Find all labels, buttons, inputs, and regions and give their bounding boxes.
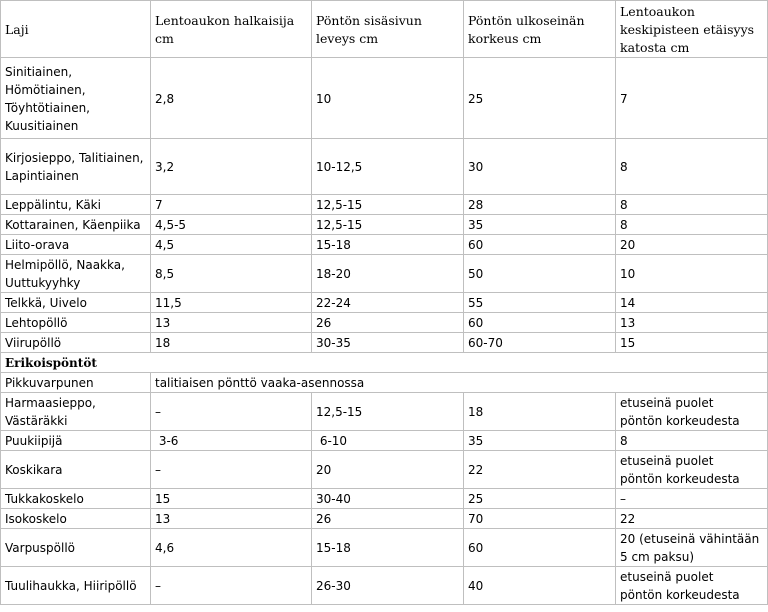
cell-line: 18	[468, 405, 484, 419]
cell-line: 8	[620, 198, 628, 212]
cell-line: 35	[468, 218, 484, 232]
cell-line: 11,5	[155, 296, 182, 310]
cell-etaisyys-katosta	[616, 489, 768, 509]
table-row	[1, 451, 768, 489]
cell-line: 55	[468, 296, 484, 310]
cell-line: Kuusitiainen	[5, 118, 79, 133]
cell-line: etuseinä puolet	[620, 570, 714, 584]
cell-line: 60	[468, 541, 484, 555]
cell-sisasivun-leveys	[312, 489, 464, 509]
cell-line: 25	[468, 91, 484, 106]
cell-etaisyys-katosta	[616, 451, 768, 489]
cell-line: 15-18	[316, 238, 351, 252]
table-row	[1, 235, 768, 255]
cell-line: –	[620, 492, 626, 506]
cell-line: 60	[468, 316, 484, 330]
cell-etaisyys-katosta	[616, 139, 768, 195]
cell-etaisyys-katosta	[616, 509, 768, 529]
cell-line: 8	[620, 218, 628, 232]
cell-aukon-halkaisija	[151, 235, 312, 255]
cell-sisasivun-leveys	[312, 509, 464, 529]
cell-line: 12,5-15	[316, 218, 363, 232]
cell-line: 25	[468, 492, 484, 506]
cell-aukon-halkaisija	[151, 509, 312, 529]
cell-etaisyys-katosta	[616, 393, 768, 431]
cell-laji	[1, 393, 151, 431]
cell-line: 13	[155, 512, 171, 526]
cell-aukon-halkaisija	[151, 489, 312, 509]
cell-line: Liito-orava	[5, 238, 70, 252]
cell-laji	[1, 195, 151, 215]
cell-sisasivun-leveys	[312, 215, 464, 235]
cell-line: 13	[620, 316, 636, 330]
cell-line: pöntön korkeudesta	[620, 588, 740, 602]
cell-etaisyys-katosta	[616, 58, 768, 139]
cell-sisasivun-leveys	[312, 431, 464, 451]
section-title: Erikoispöntöt	[1, 353, 768, 373]
cell-line: 20	[620, 238, 636, 252]
cell-line: 10	[316, 91, 332, 106]
cell-line: etuseinä puolet	[620, 454, 714, 468]
cell-line: 35	[468, 434, 484, 448]
cell-line: 26	[316, 512, 332, 526]
cell-etaisyys-katosta	[616, 567, 768, 605]
cell-line: 28	[468, 198, 484, 212]
table-row	[1, 489, 768, 509]
cell-sisasivun-leveys	[312, 393, 464, 431]
cell-line: 22-24	[316, 296, 351, 310]
table-row	[1, 567, 768, 605]
cell-line: Puukiipijä	[5, 434, 63, 448]
cell-aukon-halkaisija	[151, 255, 312, 293]
section-row	[1, 353, 768, 373]
cell-aukon-halkaisija	[151, 529, 312, 567]
cell-line: etuseinä puolet	[620, 396, 714, 410]
cell-line: Telkkä, Uivelo	[5, 296, 87, 310]
cell-line: 4,5-5	[155, 218, 187, 232]
cell-line: 20	[316, 463, 332, 477]
cell-line: 18-20	[316, 267, 351, 281]
table-row	[1, 393, 768, 431]
cell-line: 22	[468, 463, 484, 477]
cell-ulkoseinan-korkeus	[464, 529, 616, 567]
cell-sisasivun-leveys	[312, 235, 464, 255]
cell-line: 70	[468, 512, 484, 526]
cell-etaisyys-katosta	[616, 333, 768, 353]
cell-line: pöntön korkeudesta	[620, 472, 740, 486]
cell-laji	[1, 313, 151, 333]
table-row	[1, 215, 768, 235]
header-line: katosta cm	[620, 39, 690, 55]
cell-line: Tukkakoskelo	[5, 492, 84, 506]
cell-aukon-halkaisija	[151, 215, 312, 235]
table-row	[1, 139, 768, 195]
cell-line: Uuttukyyhky	[5, 276, 81, 290]
cell-line: 50	[468, 267, 484, 281]
cell-line: 13	[155, 316, 171, 330]
cell-laji	[1, 509, 151, 529]
cell-line: –	[155, 405, 161, 419]
cell-sisasivun-leveys	[312, 313, 464, 333]
header-line: keskipisteen etäisyys	[620, 21, 755, 37]
cell-etaisyys-katosta	[616, 293, 768, 313]
cell-laji	[1, 489, 151, 509]
cell-note: talitiaisen pönttö vaaka-asennossa	[151, 373, 768, 393]
cell-line: 26-30	[316, 579, 351, 593]
cell-etaisyys-katosta	[616, 235, 768, 255]
table-row	[1, 333, 768, 353]
cell-line: Isokoskelo	[5, 512, 67, 526]
header-line: Laji	[5, 21, 29, 37]
header-ulkoseinan-korkeus	[464, 1, 616, 58]
cell-aukon-halkaisija	[151, 431, 312, 451]
cell-sisasivun-leveys	[312, 195, 464, 215]
cell-line: 20 (etuseinä vähintään	[620, 532, 760, 546]
cell-ulkoseinan-korkeus	[464, 139, 616, 195]
cell-line: Koskikara	[5, 463, 63, 477]
cell-line: 40	[468, 579, 484, 593]
cell-laji	[1, 215, 151, 235]
header-line: Pöntön sisäsivun	[316, 12, 422, 28]
header-line: cm	[155, 30, 174, 46]
table-row	[1, 529, 768, 567]
cell-sisasivun-leveys	[312, 58, 464, 139]
cell-aukon-halkaisija	[151, 393, 312, 431]
cell-aukon-halkaisija	[151, 293, 312, 313]
cell-laji	[1, 58, 151, 139]
cell-ulkoseinan-korkeus	[464, 393, 616, 431]
cell-line: 15	[620, 336, 636, 350]
cell-line: 3,2	[155, 160, 175, 174]
cell-line: Kirjosieppo, Talitiainen,	[5, 151, 144, 165]
table-row	[1, 195, 768, 215]
header-line: Lentoaukon halkaisija	[155, 12, 295, 28]
cell-ulkoseinan-korkeus	[464, 195, 616, 215]
cell-line: 15	[155, 492, 171, 506]
cell-line: 14	[620, 296, 636, 310]
cell-etaisyys-katosta	[616, 215, 768, 235]
header-etaisyys-katosta	[616, 1, 768, 58]
cell-line: 7	[620, 91, 628, 106]
table-row	[1, 431, 768, 451]
cell-laji	[1, 451, 151, 489]
cell-line: Leppälintu, Käki	[5, 198, 101, 212]
cell-ulkoseinan-korkeus	[464, 235, 616, 255]
cell-ulkoseinan-korkeus	[464, 489, 616, 509]
cell-line: Västäräkki	[5, 414, 68, 428]
table-row	[1, 313, 768, 333]
cell-aukon-halkaisija	[151, 451, 312, 489]
cell-etaisyys-katosta	[616, 255, 768, 293]
header-line: leveys cm	[316, 30, 379, 46]
cell-line: 4,5	[155, 238, 175, 252]
cell-line: 8,5	[155, 267, 175, 281]
cell-line: 60-70	[468, 336, 503, 350]
cell-line: Töyhtötiainen,	[5, 100, 90, 115]
cell-aukon-halkaisija	[151, 58, 312, 139]
header-row	[1, 1, 768, 58]
cell-laji	[1, 333, 151, 353]
cell-aukon-halkaisija	[151, 567, 312, 605]
cell-ulkoseinan-korkeus	[464, 333, 616, 353]
header-line: korkeus cm	[468, 30, 542, 46]
cell-etaisyys-katosta	[616, 313, 768, 333]
cell-line: Sinitiainen,	[5, 64, 73, 79]
cell-line: –	[155, 579, 161, 593]
cell-ulkoseinan-korkeus	[464, 215, 616, 235]
cell-sisasivun-leveys	[312, 333, 464, 353]
cell-line: 3-6	[155, 434, 179, 448]
cell-sisasivun-leveys	[312, 139, 464, 195]
cell-line: 12,5-15	[316, 198, 363, 212]
cell-line: –	[155, 463, 161, 477]
cell-sisasivun-leveys	[312, 293, 464, 313]
cell-ulkoseinan-korkeus	[464, 509, 616, 529]
cell-line: Hömötiainen,	[5, 82, 86, 97]
cell-line: 4,6	[155, 541, 175, 555]
cell-line: Helmipöllö, Naakka,	[5, 258, 125, 272]
cell-line: 2,8	[155, 91, 175, 106]
cell-line: 8	[620, 160, 628, 174]
header-sisasivun-leveys	[312, 1, 464, 58]
cell-line: 26	[316, 316, 332, 330]
cell-line: 10-12,5	[316, 160, 363, 174]
header-laji	[1, 1, 151, 58]
cell-line: 30-35	[316, 336, 351, 350]
header-line: Pöntön ulkoseinän	[468, 12, 585, 28]
cell-line: 30	[468, 160, 484, 174]
cell-sisasivun-leveys	[312, 255, 464, 293]
cell-line: Harmaasieppo,	[5, 396, 96, 410]
cell-line: pöntön korkeudesta	[620, 414, 740, 428]
cell-aukon-halkaisija	[151, 139, 312, 195]
cell-line: 60	[468, 238, 484, 252]
cell-laji	[1, 529, 151, 567]
cell-laji	[1, 139, 151, 195]
cell-line: Tuulihaukka, Hiiripöllö	[5, 579, 137, 593]
table-row	[1, 58, 768, 139]
cell-laji	[1, 235, 151, 255]
cell-etaisyys-katosta	[616, 529, 768, 567]
cell-line: 18	[155, 336, 171, 350]
cell-ulkoseinan-korkeus	[464, 58, 616, 139]
header-line: Lentoaukon	[620, 3, 695, 19]
table-row	[1, 293, 768, 313]
cell-line: Kottarainen, Käenpiika	[5, 218, 141, 232]
cell-line: 22	[620, 512, 636, 526]
cell-line: 10	[620, 267, 636, 281]
cell-sisasivun-leveys	[312, 567, 464, 605]
cell-line: 6-10	[316, 434, 348, 448]
cell-ulkoseinan-korkeus	[464, 567, 616, 605]
header-aukon-halkaisija	[151, 1, 312, 58]
cell-aukon-halkaisija	[151, 313, 312, 333]
cell-aukon-halkaisija	[151, 195, 312, 215]
cell-line: 8	[620, 434, 628, 448]
cell-ulkoseinan-korkeus	[464, 255, 616, 293]
cell-line: 30-40	[316, 492, 351, 506]
cell-line: Lapintiainen	[5, 169, 79, 183]
cell-ulkoseinan-korkeus	[464, 293, 616, 313]
cell-laji	[1, 567, 151, 605]
cell-laji	[1, 293, 151, 313]
cell-etaisyys-katosta	[616, 195, 768, 215]
cell-laji	[1, 255, 151, 293]
cell-sisasivun-leveys	[312, 451, 464, 489]
cell-aukon-halkaisija	[151, 333, 312, 353]
cell-line: 5 cm paksu)	[620, 550, 695, 564]
cell-line: 7	[155, 198, 163, 212]
cell-line: Viirupöllö	[5, 336, 62, 350]
cell-line: 15-18	[316, 541, 351, 555]
cell-laji: Pikkuvarpunen	[1, 373, 151, 393]
table-row	[1, 373, 768, 393]
cell-line: Lehtopöllö	[5, 316, 68, 330]
table-row	[1, 509, 768, 529]
cell-sisasivun-leveys	[312, 529, 464, 567]
cell-ulkoseinan-korkeus	[464, 451, 616, 489]
cell-laji	[1, 431, 151, 451]
cell-line: Varpuspöllö	[5, 541, 76, 555]
cell-ulkoseinan-korkeus	[464, 431, 616, 451]
cell-ulkoseinan-korkeus	[464, 313, 616, 333]
cell-line: 12,5-15	[316, 405, 363, 419]
cell-etaisyys-katosta	[616, 431, 768, 451]
table-row	[1, 255, 768, 293]
